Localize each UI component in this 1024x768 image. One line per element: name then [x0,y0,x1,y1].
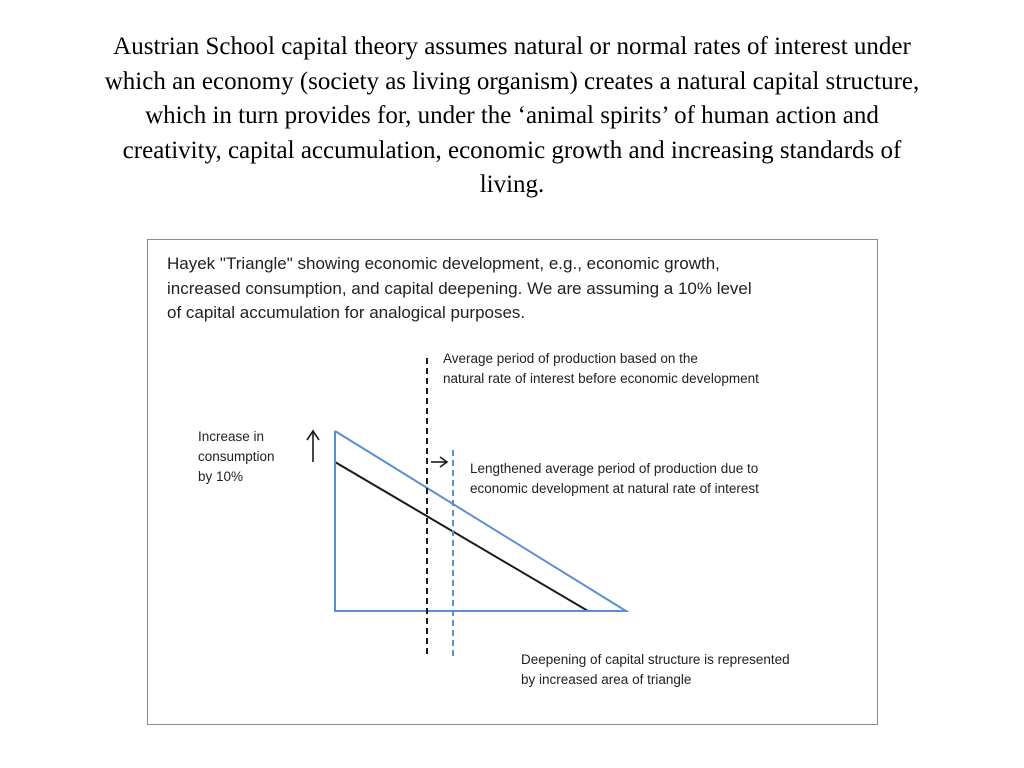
average-period-note [443,349,759,389]
caption-line: of capital accumulation for analogical purposes. [167,303,526,322]
note-line: consumption [198,449,275,464]
lengthened-period-note [470,459,759,499]
note-line: Deepening of capital structure is represented [521,652,790,667]
caption-line: increased consumption, and capital deepening. We are assuming a 10% level [167,278,752,298]
caption-line: Hayek "Triangle" showing economic development, e.g., economic growth, [167,254,720,273]
note-line: Lengthened average period of production due to [470,461,759,476]
deepening-note [521,650,790,690]
title-line: which in turn provides for, under the ‘animal spirits’ of human action and [145,102,879,129]
expanded-triangle [335,431,626,611]
note-line: Average period of production based on the [443,351,698,366]
figure-caption [167,252,752,326]
hayek-triangle-figure [147,239,878,725]
up-arrow-icon [307,431,319,462]
increase-consumption-note [198,427,275,487]
note-line: by increased area of triangle [521,672,692,687]
title-line: Austrian School capital theory assumes natural or normal rates of interest under [113,33,911,60]
title-line: living. [479,171,545,198]
note-line: economic development at natural rate of interest [470,481,759,496]
right-arrow-icon [431,457,447,467]
note-line: Increase in [198,429,265,444]
note-line: by 10% [198,469,244,484]
slide-title [40,30,984,203]
title-line: which an economy (society as living organism) creates a natural capital structure, [104,67,920,95]
title-line: creativity, capital accumulation, economic growth and increasing standards of [122,136,902,164]
note-line: natural rate of interest before economic development [443,371,759,386]
